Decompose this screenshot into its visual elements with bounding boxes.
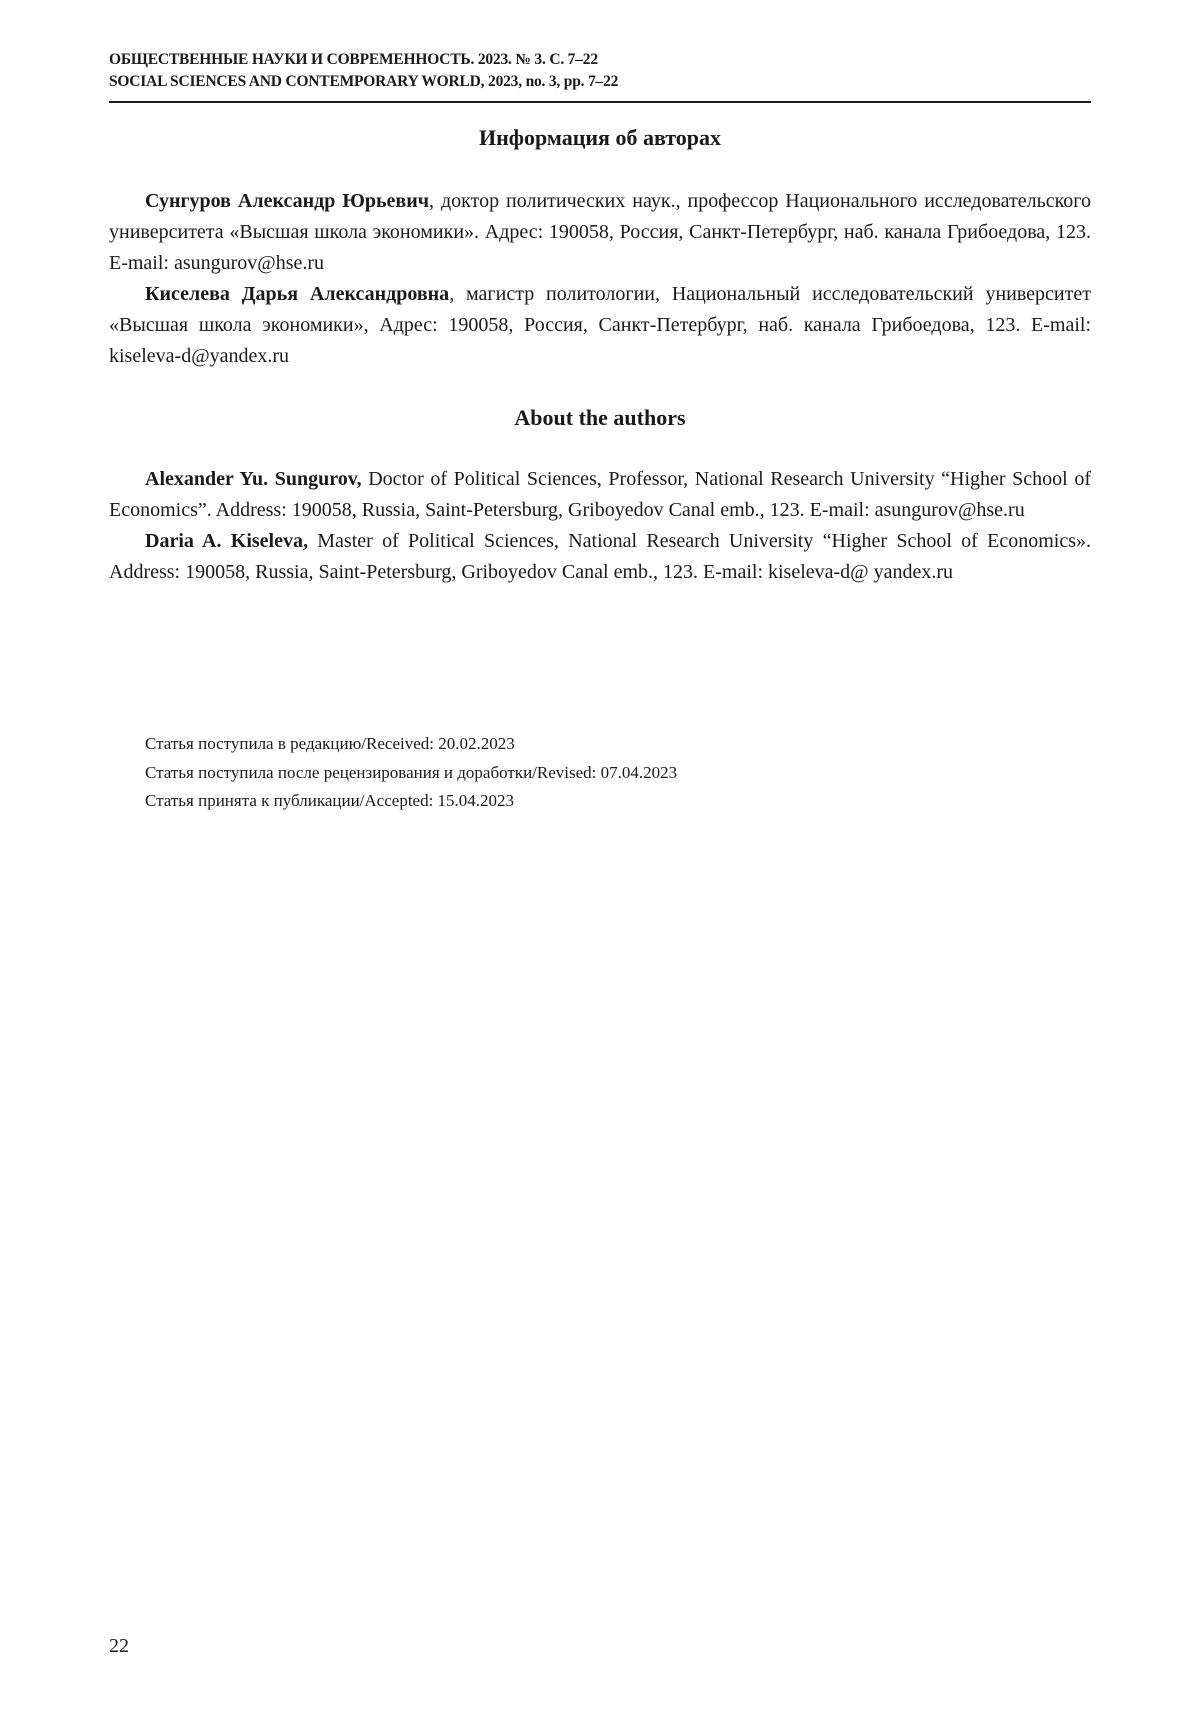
journal-page (109, 0, 1091, 1710)
article-dates (145, 730, 1045, 816)
running-header (109, 49, 1091, 93)
author-ru-2-name: Киселева Дарья Александровна (145, 283, 450, 305)
date-received: Статья поступила в редакцию/Received: 20.02.2023 (145, 734, 515, 753)
running-header-ru: ОБЩЕСТВЕННЫЕ НАУКИ И СОВРЕМЕННОСТЬ. 2023. № 3. С. 7–22 (109, 51, 598, 68)
authors-ru-section (109, 186, 1091, 372)
author-ru-1-name: Сунгуров Александр Юрьевич (145, 190, 430, 212)
author-ru-1 (109, 186, 1091, 279)
author-ru-2-details: , магистр политологии, Национальный исследовательский университет «Высшая школа экономики», Адрес: 190058, Россия, Санкт-Петербург, наб. канала Грибоедова, 123. E-mail: kiseleva-d@yandex.ru (109, 283, 1091, 367)
date-revised: Статья поступила после рецензирования и доработки/Revised: 07.04.2023 (145, 762, 678, 782)
page-number: 22 (109, 1635, 129, 1657)
authors-ru-title: Информация об авторах (478, 125, 722, 150)
author-ru-2 (109, 279, 1091, 372)
author-en-1-name: Alexander Yu. Sungurov, (145, 468, 362, 490)
running-header-en: SOCIAL SCIENCES AND CONTEMPORARY WORLD, 2023, no. 3, pp. 7–22 (109, 73, 619, 90)
date-accepted: Статья принята к публикации/Accepted: 15.04.2023 (145, 791, 515, 810)
author-en-2-name: Daria A. Kiseleva, (145, 530, 308, 552)
author-en-1-details: Doctor of Political Sciences, Professor, National Research University “Higher School of Economics”. Address: 190058, Russia, Saint-Petersburg, Griboyedov Canal emb., 123. E-mail: asungurov@hse.ru (109, 468, 1091, 521)
author-en-1 (109, 464, 1091, 526)
author-en-2-details: Master of Political Sciences, National Research University “Higher School of Economics». Address: 190058, Russia, Saint-Petersburg, Griboyedov Canal emb., 123. E-mail: kiseleva-d@ yandex.ru (109, 530, 1091, 583)
authors-en-section (109, 464, 1091, 588)
author-ru-1-details: , доктор политических наук., профессор Национального исследовательского университета «Высшая школа экономики». Адрес: 190058, Россия, Санкт-Петербург, наб. канала Грибоедова, 123. E-mail: asungurov@hse.ru (109, 190, 1091, 274)
authors-en-title: About the authors (514, 405, 686, 430)
header-rule (109, 101, 1091, 103)
author-en-2 (109, 526, 1091, 588)
